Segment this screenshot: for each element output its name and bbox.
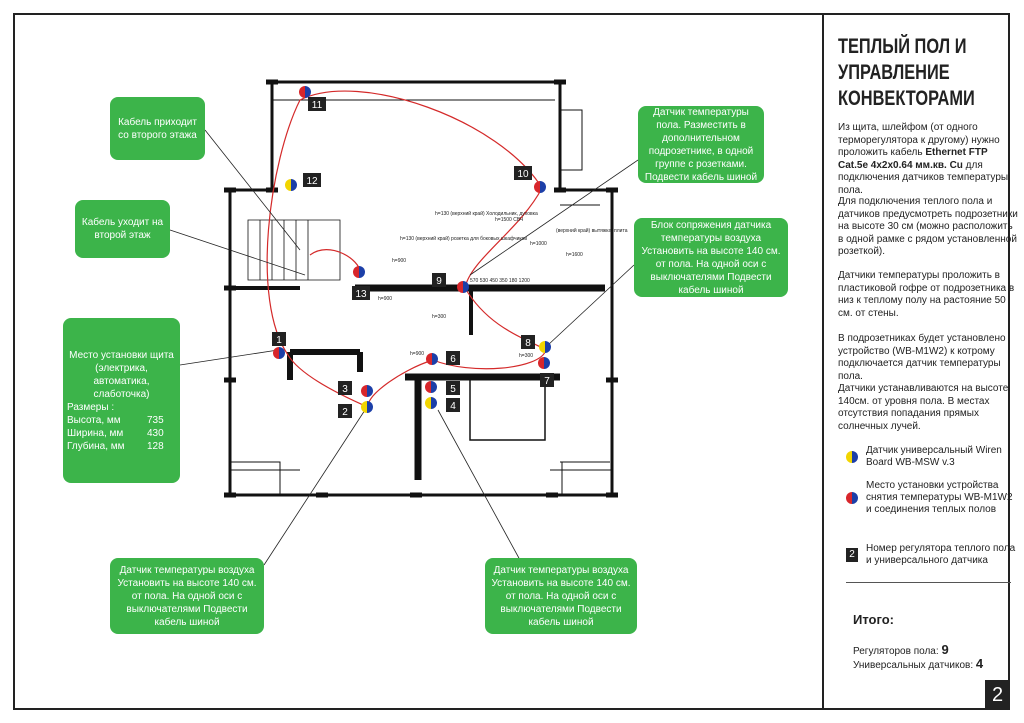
marker-number: 11 [311,100,323,111]
leader-lines [170,130,638,565]
m1w2-device-icon [846,492,858,504]
paragraph-boxes: Для подключения теплого пола и датчиков предусмотреть подрозетники на высоте 30 см (можно расположить в одной рамке с рядом установленной розеткой). [838,196,1018,257]
m1w2-device-icon [534,181,540,193]
callout-air-sensor-right: Датчик температуры воздуха Установить на высоте 140 см. от пола. На одной оси с выключателями Подвести кабель шиной [485,558,637,634]
plan-note: h=1000 [530,241,547,247]
legend-universal [846,445,1016,469]
sensor-half [291,179,297,191]
universal-sensor-icon [425,397,431,409]
marker-number: 10 [517,169,529,180]
page-number: 2 [985,680,1010,710]
legend-divider [846,582,1011,583]
shield-height-label: Высота, мм [67,414,121,426]
totals-sensors [853,656,983,671]
legend-number-text: Номер регулятора теплого пола и универсального датчика [866,543,1016,566]
value: 4 [975,656,984,671]
legend-m1w2-text: Место установки устройства снятия температуры WB-M1W2 и соединения теплых полов [866,480,1013,515]
shield-title: Место установки щита (электрика, автоматика, слаботочка) [69,349,174,400]
shield-depth-label: Глубина, мм [67,440,125,452]
totals-regulators [853,642,949,657]
marker-number: 8 [525,338,531,349]
m1w2-device-icon [299,86,305,98]
callout-shield [63,318,180,483]
shield-width-label: Ширина, мм [67,427,124,439]
sensor-half [431,397,437,409]
shield-sizes-label: Размеры : [67,401,115,413]
marker-number: 13 [355,289,367,300]
text: для подключения датчиков температуры пола. [838,159,1009,196]
marker-number: 6 [450,354,456,365]
plan-note: h=900 [410,351,425,357]
m1w2-device-icon [273,347,279,359]
shield-width-value: 430 [147,427,164,439]
paragraph-height: Датчики устанавливаются на высоте 140см. от уровня пола. В местах отсутствия попадания прямых солнечных лучей. [838,383,1009,432]
marker-number: 12 [306,176,318,187]
plan-note: h=900 [378,296,393,302]
number-badge-icon: 2 [846,548,858,562]
m1w2-device-icon [425,381,431,393]
marker-number: 5 [450,384,456,395]
plan-note: h=130 (верхний край) Холодильник, духовка [435,211,538,217]
plan-note: h=1600 [566,252,583,258]
marker-number: 3 [342,384,348,395]
m1w2-device-icon [426,353,432,365]
legend-m1w2 [846,480,1016,516]
sensor-half [432,353,438,365]
callout-air-sensor-left: Датчик температуры воздуха Установить на высоте 140 см. от пола. На одной оси с выключателями Подвести кабель шиной [110,558,264,634]
plan-note: h=300 [432,314,447,320]
label: Универсальных датчиков: [853,660,974,671]
legend-universal-text: Датчик универсальный Wiren Board WB-MSW v.3 [866,445,1002,468]
paragraph-corrugation: Датчики температуры проложить в пластиковой гофре от подрозетника в низ к теплому полу на растояние 50 см. от стены. [838,270,1015,319]
marker-number: 9 [436,276,442,287]
universal-sensor-icon [846,451,858,463]
plan-note: h=130 (верхний край) розетка для боковых шкафчиков [400,236,528,242]
label: Регуляторов пола: [853,646,939,657]
universal-sensor-icon [539,341,545,353]
sensor-half [367,385,373,397]
universal-sensor-icon [361,401,367,413]
value: 9 [941,642,949,657]
legend-number [846,543,1016,567]
cable-route [267,91,546,408]
sensor-half [359,266,365,278]
callout-cable-to-second-floor: Кабель уходит на второй этаж [75,200,170,258]
callout-cable-from-second-floor: Кабель приходит со второго этажа [110,97,205,160]
m1w2-device-icon [361,385,367,397]
shield-depth-value: 128 [147,440,164,452]
paragraph-cable [838,122,1020,197]
text: Из щита, шлейфом (от одного терморегулятора к другому) нужно проложить кабель [838,122,1000,158]
cable-spec: Ethernet FTP Cat.5e 4x2x0.64 мм.кв. Cu [838,147,988,171]
m1w2-device-icon [353,266,359,278]
plan-note: (верхний край) вытяжка, плита [556,228,628,234]
plan-note: h=900 [392,258,407,264]
plan-note: h=300 [519,353,534,359]
plan-note: h=1500 СВЧ [495,217,524,223]
marker-number: 1 [276,335,282,346]
sensor-half [367,401,373,413]
plan-dimensions: 570 530 450 350 180 1200 [470,278,530,284]
totals-title: Итого: [853,612,894,627]
shield-height-value: 735 [147,414,164,426]
universal-sensor-icon [285,179,291,191]
sensor-half [431,381,437,393]
sensor-half [540,181,546,193]
callout-interface-block: Блок сопряжения датчика температуры воздуха Установить на высоте 140 см. от пола. На одной оси с выключателями Подвести кабель шиной [634,218,788,297]
shield-sizes [67,401,176,453]
page-title: ТЕПЛЫЙ ПОЛ И УПРАВЛЕНИЕ КОНВЕКТОРАМИ [838,35,975,110]
marker-number: 2 [342,407,348,418]
marker-number: 4 [450,401,456,412]
callout-floor-sensor: Датчик температуры пола. Разместить в дополнительном подрозетнике, в одной группе с розетками. Подвести кабель шиной [638,106,764,183]
paragraph-device: В подрозетниках будет установлено устройство (WB-M1W2) к котрому подключается датчик температуры пола. [838,333,1006,382]
marker-number: 7 [544,376,550,387]
sensor-half [544,357,550,369]
